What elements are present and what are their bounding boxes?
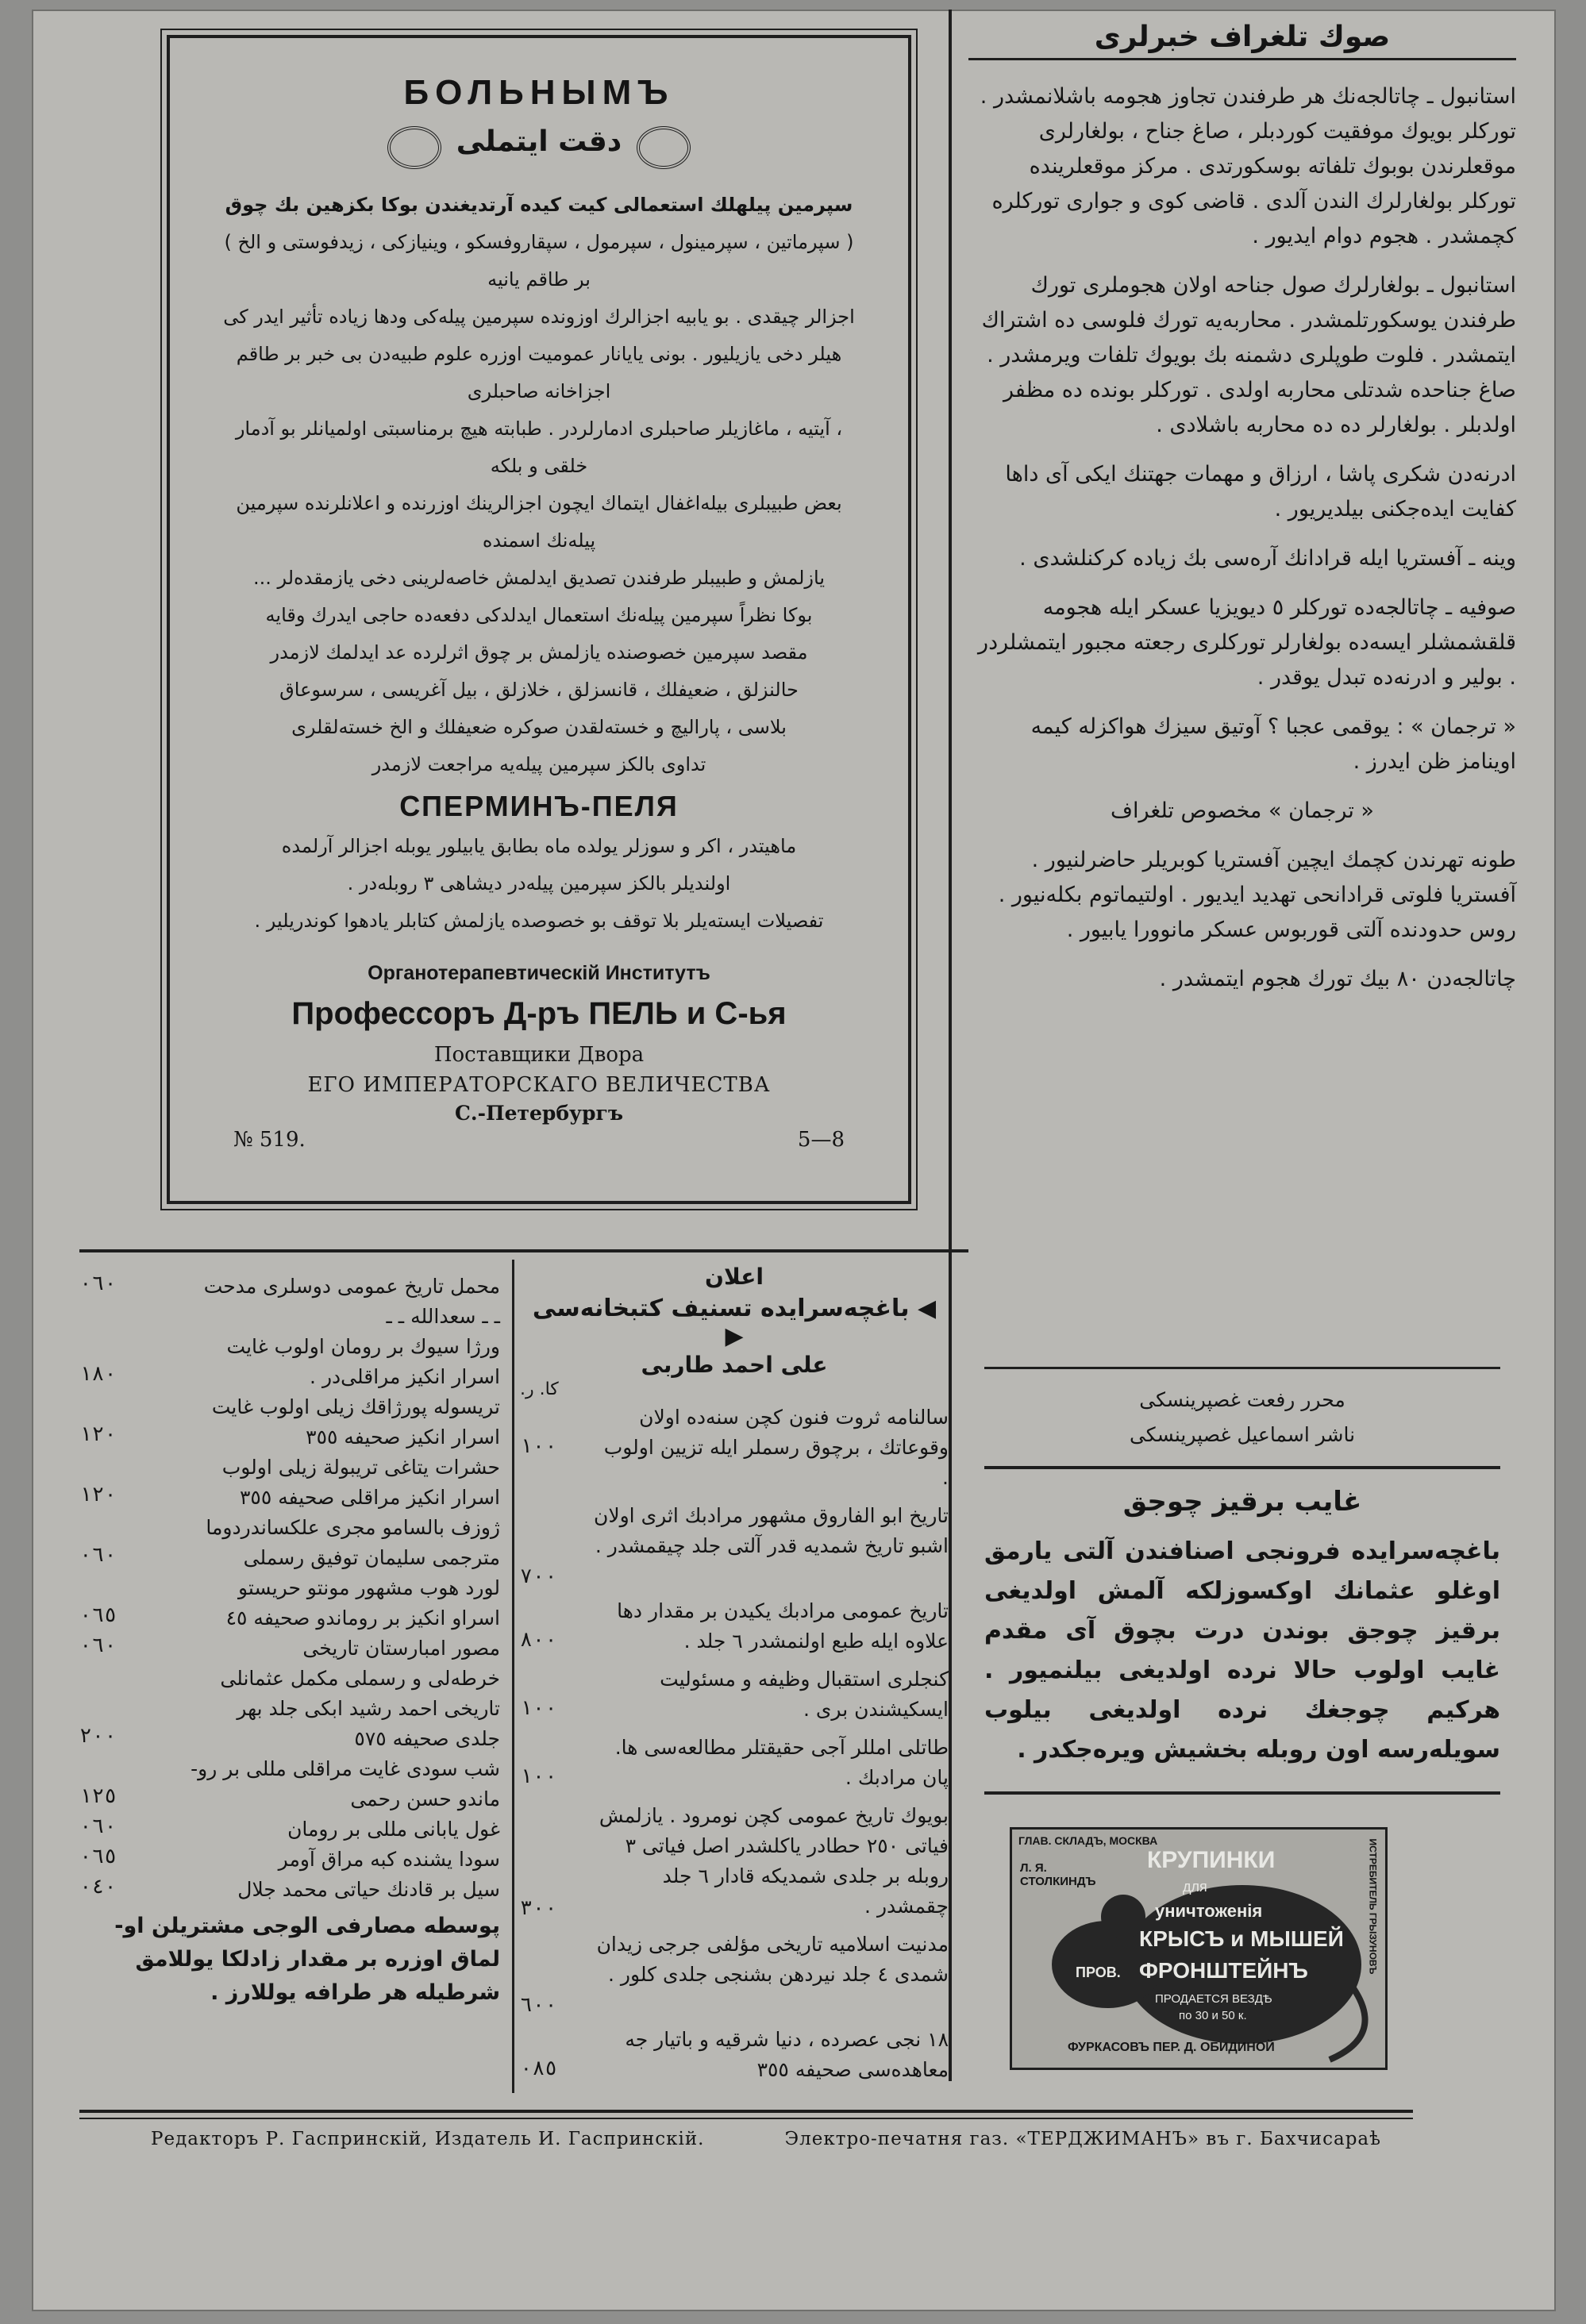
rat-purpose: уничтоженія bbox=[1155, 1901, 1263, 1921]
notice-divider bbox=[984, 1791, 1500, 1795]
arrow-icon: ▶ bbox=[725, 1322, 744, 1350]
spermin-advert bbox=[167, 35, 911, 1204]
item-text: ماندو حسن رحمى bbox=[350, 1787, 500, 1810]
item-text: بويوك تاريخ عمومى كچن نومرود . يازلمش فياتى ٢٥٠ حطادر ياكلشدر اصل فياتى ٣ روبله بر جلدى شمديكه قادار ٦ جلد چقمشدر . bbox=[599, 1804, 949, 1918]
item-text: طاتلى امللر آجى حقيقتلر مطالعه‌سى ها. پان مرادبك . bbox=[614, 1736, 949, 1789]
rat-sold: ПРОДАЕТСЯ ВЕЗДѢ bbox=[1155, 1992, 1272, 2006]
bookshop-name bbox=[520, 1295, 949, 1350]
item-price: ٠٦٥ bbox=[79, 1845, 117, 1868]
advert-issue: 5—8 bbox=[797, 1127, 845, 1152]
book-list-left bbox=[79, 1272, 500, 2010]
list-item bbox=[79, 1392, 500, 1422]
advert-line: ، آيتيه ، ماغازيلر صاحبلرى ادمارلردر . طبابته هيچ برمناسبتى اولميانلر بو آدمار خلقى و بلكه bbox=[235, 417, 843, 477]
footer bbox=[151, 2129, 1381, 2149]
item-price: ٠٤٠ bbox=[79, 1875, 117, 1899]
advert-body bbox=[170, 169, 908, 783]
list-item bbox=[79, 1633, 500, 1664]
advert-line: بعض طبيبلرى بيلەاغفال ايتماك ايچون اجزالرينك اوزرنده و اعلانلرنده سپرمين پيلەنك اسمنده bbox=[236, 491, 842, 552]
bookshop-owner: على احمد طاربى bbox=[641, 1352, 828, 1378]
rat-stamp: ИСТРЕБИТЕЛЬ ГРЫЗУНОВЪ bbox=[1367, 1838, 1379, 1975]
list-item bbox=[79, 1332, 500, 1362]
item-text: حشرات يتاغى تريبولة زيلى اولوب bbox=[221, 1456, 500, 1479]
list-item bbox=[79, 1754, 500, 1784]
advert-line: يازلمش و طبيبلر طرفندن تصديق ايدلمش خاصه‌لرينى دخى يازمقدە‌لر ... bbox=[252, 566, 826, 589]
rat-prov: ПРОВ. bbox=[1076, 1964, 1121, 1980]
list-item bbox=[520, 1596, 949, 1656]
news-paragraph: « ترجمان » مخصوص تلغراف bbox=[1111, 798, 1374, 823]
item-price: ٠٦٠ bbox=[79, 1543, 117, 1567]
rat-top-left: ГЛАВ. СКЛАДЪ, МОСКВА bbox=[1018, 1834, 1158, 1847]
advert-title: БОЛЬНЫМЪ bbox=[403, 73, 675, 112]
list-item bbox=[79, 1483, 500, 1513]
item-price: ١٠٠ bbox=[520, 1434, 557, 1458]
city-line: С.-Петербургъ bbox=[454, 1101, 624, 1125]
rat-product: КРУПИНКИ bbox=[1147, 1847, 1276, 1873]
rat-address: ФУРКАСОВЪ ПЕР. Д. ОБИДИНОЙ bbox=[1068, 2041, 1275, 2054]
list-item bbox=[79, 1724, 500, 1754]
news-column bbox=[968, 21, 1516, 1011]
rat-price: по 30 и 50 к. bbox=[1179, 2009, 1247, 2022]
list-item bbox=[79, 1573, 500, 1603]
list-item bbox=[79, 1784, 500, 1814]
list-item bbox=[79, 1302, 500, 1332]
ornament-icon bbox=[637, 126, 691, 169]
list-item bbox=[520, 1801, 949, 1922]
rat-poison-advert bbox=[1010, 1827, 1388, 2070]
postage-note: پوسطه مصارفى الوجى مشتريلن او- لماق اوزره بر مقدار زادلكا يوللامق شرطيله هر طرافه يوللارز . bbox=[114, 1914, 500, 2005]
editor-line: محرر رفعت غصپرينسكى bbox=[1139, 1388, 1345, 1411]
list-item bbox=[520, 1501, 949, 1588]
list-item bbox=[79, 1543, 500, 1573]
item-text: لورد هوب مشهور مونتو حريستو bbox=[237, 1576, 500, 1599]
footer-rule bbox=[79, 2110, 1413, 2113]
product-name-text: СПЕРМИНЪ-ПЕЛЯ bbox=[399, 789, 679, 822]
item-text: محمل تاريخ عمومى دوسلرى مدحت bbox=[203, 1275, 500, 1298]
footer-printer: Электро-печатня газ. «ТЕРДЖИМАНЪ» въ г. Бахчисараѣ bbox=[784, 2129, 1381, 2149]
rat-target: КРЫСЪ и МЫШЕЙ bbox=[1139, 1926, 1344, 1951]
footer-rule-2 bbox=[79, 2118, 1413, 2119]
item-text: غول يابانى مللى بر رومان bbox=[287, 1818, 500, 1841]
majesty-line: ЕГО ИМПЕРАТОРСКАГО ВЕЛИЧЕСТВА bbox=[307, 1072, 771, 1097]
title-underline bbox=[968, 58, 1516, 60]
item-price: ٣٠٠ bbox=[520, 1896, 557, 1920]
list-item bbox=[79, 1272, 500, 1302]
firm-name: Профессоръ Д-ръ ПЕЛЬ и С-ья bbox=[291, 995, 787, 1031]
advert-line: حالنزلق ، ضعيفلك ، قانسزلق ، خلازلق ، بيل آغريسى ، سرسوعاق bbox=[279, 678, 799, 701]
lost-child-notice bbox=[984, 1486, 1500, 1770]
list-item bbox=[79, 1845, 500, 1875]
item-price: ٢٠٠ bbox=[79, 1724, 117, 1748]
column-divider bbox=[949, 10, 952, 2081]
bookshop-header: اعلان bbox=[705, 1264, 764, 1290]
lost-child-title: غايب برقيز چوجق bbox=[1122, 1486, 1362, 1518]
advert-line: تداوى بالكز سپرمين پيلەيه مراجعت لازمدر bbox=[371, 752, 706, 775]
item-text: شب سودى غايت مراقلى مللى بر رو- bbox=[191, 1757, 500, 1780]
item-text: اسراو انكيز بر روماندو صحيفه ٤٥ bbox=[225, 1606, 500, 1629]
item-price: ٠٦٠ bbox=[79, 1633, 117, 1657]
news-paragraph: چاتالجه‌دن ٨٠ بيك تورك هجوم ايتمشدر . bbox=[1159, 967, 1516, 991]
news-paragraph: صوفيه ـ چاتالجه‌ده توركلر ٥ ديويزيا عسكر ايله هجومه قلقشمشلر ايسه‌ده بولغارلر توركلرى رجعته مجبور ايتمشلردر . بولير و ادرنه‌ده تبدل يوقدر . bbox=[978, 595, 1516, 690]
item-price: ١٠٠ bbox=[520, 1764, 557, 1788]
lost-child-body: باغچه‌سرايده فرونجى اصنافندن آلتى يارمق اوغلو عثمانك اوكسوزلكه آلمش اولديغى برقيز چوجق بوندن درت بچوق آى مقدم غايب اولوب حالا نرده اولديغى بيلنميور . هركيم چوجغك نرده اولديغى بيلوب سويلەرسه اون روبله بخشيش ويره‌جكدر . bbox=[984, 1537, 1500, 1764]
item-text: ژوزف بالسامو مجرى علكساندردوما bbox=[206, 1516, 500, 1539]
bookshop-advert bbox=[520, 1264, 949, 2093]
item-text: تريسوله پورژاقك زيلى اولوب غايت bbox=[211, 1395, 500, 1418]
item-text: مدنيت اسلاميه تاريخى مؤلفى جرجى زيدان شمدى ٤ جلد نيردهن بشنجى جلدى كلور . bbox=[596, 1933, 949, 1986]
advert-line: هيلر دخى يازيليور . بونى يايانار عموميت اوزره علوم طبيه‌دن بى خبر بر طاقم اجزاخانه صاحبلرى bbox=[236, 342, 842, 402]
newspaper-page bbox=[32, 10, 1556, 2311]
news-paragraph: استانبول ـ بولغارلرك صول جناحه اولان هجوملرى تورك طرفندن يوسكورتلمشدر . محاربه‌يه تورك فلوسى ده اشتراك ايتمشدر . فلوت طوپلرى دشمنه بك بويوك تلفات ويرمشدر . صاغ جناحده شدتلى محاربه اولدى . توركلر بونده ده مظفر اولدبلر . بولغارلر ده ده محاربه باشلادى . bbox=[981, 273, 1516, 437]
section-divider bbox=[79, 1249, 968, 1252]
bookshop-currency: كا. ر. bbox=[520, 1379, 559, 1399]
item-text: ـ ـ سعدالله ـ ـ bbox=[386, 1305, 500, 1328]
item-text: سيل بر قادنك حياتى محمد جلال bbox=[237, 1878, 500, 1901]
list-item bbox=[520, 1733, 949, 1793]
item-price: ٦٠٠ bbox=[520, 1993, 557, 2017]
advert-line: ماهيتدر ، اكر و سوزلر يولده ماه بطابق يابيلور يوبله اجزالر آرلمده bbox=[281, 834, 797, 857]
advert-subtitle bbox=[170, 125, 908, 169]
advert-line: مقصد سپرمين خصوصنده يازلمش بر چوق اثرلرده عد ايدلمك لازمدر bbox=[270, 641, 808, 664]
institute-line: Органотерапевтическій Институтъ bbox=[368, 961, 710, 984]
advert-body-2 bbox=[170, 823, 908, 940]
list-item bbox=[79, 1513, 500, 1543]
list-item bbox=[520, 1402, 949, 1493]
item-text: اسرار انكيز صحيفه ٣٥٥ bbox=[306, 1426, 500, 1449]
advert-footer bbox=[170, 1128, 908, 1152]
list-item bbox=[520, 1930, 949, 2017]
bookshop-list bbox=[520, 1402, 949, 2085]
item-text: اسرار انكيز مراقلى صحيفه ٣٥٥ bbox=[240, 1486, 500, 1509]
item-price: ٠٦٠ bbox=[79, 1814, 117, 1838]
advert-line: بوكا نظراً سپرمين پيلەنك استعمال ايدلدكى دفعه‌ده حاجى ايدرك وقايه bbox=[265, 603, 813, 626]
advert-line: سپرمين پيلهلك استعمالى كيت كيده آرتديغندن بوكا بكزهين بك چوق bbox=[225, 193, 853, 216]
item-text: ١٨ نجى عصرده ، دنيا شرقيه و باتيار جه معاهده‌سى صحيفه ٣٥٥ bbox=[625, 2028, 949, 2081]
news-divider bbox=[984, 1367, 1500, 1369]
news-paragraph: وينه ـ آفستريا ايله قرادانك آره‌سى بك زياده كركنلشدى . bbox=[1019, 546, 1516, 571]
item-text: جلدى صحيفه ٥٧٥ bbox=[354, 1727, 500, 1750]
item-price: ٠٦٠ bbox=[79, 1272, 117, 1295]
list-item bbox=[79, 1452, 500, 1483]
bookshop-left-border bbox=[512, 1260, 514, 2093]
advert-number: № 519. bbox=[233, 1127, 306, 1152]
advert-subtitle-text: دقت ايتملى bbox=[456, 125, 622, 158]
item-price: ٠٦٥ bbox=[79, 1603, 117, 1627]
item-text: اسرار انكيز مراقلى‌در . bbox=[310, 1365, 500, 1388]
item-price: ١٢٥ bbox=[79, 1784, 117, 1808]
list-item bbox=[79, 1694, 500, 1724]
publisher-line: ناشر اسماعيل غصپرينسكى bbox=[1129, 1423, 1356, 1446]
item-text: سالنامه ثروت فنون كچن سنه‌ده اولان وقوعاتك ، برچوق رسملر ايله تزيين اولوب . bbox=[603, 1406, 949, 1489]
list-item bbox=[79, 1422, 500, 1452]
advert-line: اجزالر چيقدى . بو يابيه اجزالرك اوزونده سپرمين پيلەكى ودها زياده تأثير ايدر كى bbox=[223, 305, 855, 328]
advert-line: تفصيلات ايستەيلر بلا توقف بو خصوصده يازلمش كتابلر يادهوا كوندريلير . bbox=[254, 909, 824, 932]
advert-line: اولنديلر بالكز سپرمين پيلەدر ديشاهى ٣ روبلەدر . bbox=[347, 872, 731, 895]
product-name bbox=[170, 790, 908, 823]
item-price: ٠٨٥ bbox=[520, 2057, 557, 2080]
item-text: تاريخ عمومى مرادبك يكيدن بر مقدار دها علاوه ايله طبع اولنمشدر ٦ جلد . bbox=[617, 1599, 949, 1653]
item-price: ٨٠٠ bbox=[520, 1628, 557, 1652]
footer-editor: Редакторъ Р. Гаспринскій, Издатель И. Гаспринскій. bbox=[151, 2129, 705, 2149]
supplier-line: Поставщики Двора bbox=[433, 1042, 645, 1067]
news-paragraph: « ترجمان » : يوقمى عجبا ؟ آوتيق سيزك هواكزله كيمه اوينامز ظن ايدرز . bbox=[1030, 714, 1516, 774]
list-item bbox=[520, 2025, 949, 2085]
item-text: سودا يشنده كبه مراق آومر bbox=[278, 1848, 500, 1871]
item-text: تاريخ ابو الفاروق مشهور مرادبك اثرى اولان اشبو تاريخ شمديه قدر آلتى جلد چيقمشدر . bbox=[593, 1504, 949, 1557]
rat-for: для bbox=[1183, 1879, 1207, 1895]
credits-divider bbox=[984, 1466, 1500, 1469]
list-item bbox=[79, 1875, 500, 1905]
news-credits bbox=[984, 1383, 1500, 1452]
item-text: تاريخى احمد رشيد ابكى جلد بهر bbox=[237, 1697, 500, 1720]
list-item bbox=[79, 1814, 500, 1845]
item-text: مترجمى سليمان توفيق رسملى bbox=[243, 1546, 500, 1569]
item-price: ٧٠٠ bbox=[520, 1564, 557, 1588]
advert-line: ( سپرماتين ، سپرمينول ، سپرمول ، سپقاروفسكو ، وينيازكى ، زيدفوستى و الخ ) بر طاقم يانيه bbox=[224, 230, 854, 290]
list-item bbox=[79, 1603, 500, 1633]
news-title: صوك تلغراف خبرلرى bbox=[1094, 21, 1391, 53]
news-paragraph: استانبول ـ چاتالجه‌نك هر طرفندن تجاوز هجومه باشلانمشدر . توركلر بويوك موفقيت كوردبلر ، صاغ جناح ، بولغارلرى موقعلرندن بوبوك تلفاته بوسكورتدى . مركز موقعلرينده توركلر بولغارلرك الندن آلدى . قاضى كوى و جوارى توركلره كچمشدر . هجوم دوام ايديور . bbox=[980, 84, 1516, 248]
item-price: ١٢٠ bbox=[79, 1483, 117, 1506]
bookshop-name-text: باغچه‌سرايده تسنيف كتبخانه‌سى bbox=[532, 1295, 910, 1322]
list-item bbox=[79, 1664, 500, 1694]
item-text: مصور امبارستان تاريخى bbox=[302, 1637, 500, 1660]
advert-line: بلاسى ، پارالیچ و خسته‌لقدن صوكره ضعيفلك و الخ خسته‌لقلرى bbox=[291, 715, 787, 738]
item-price: ١٠٠ bbox=[520, 1696, 557, 1720]
arrow-icon: ◀ bbox=[918, 1295, 937, 1322]
rat-maker: ФРОНШТЕЙНЪ bbox=[1139, 1958, 1308, 1983]
ornament-icon bbox=[387, 126, 441, 169]
news-paragraph: ادرنه‌دن شكرى پاشا ، ارزاق و مهمات جهتنك ايكى آى داها كفايت ايده‌جكنى بيلديريور . bbox=[1005, 462, 1516, 521]
item-text: ورژا سيوك بر رومان اولوب غايت bbox=[226, 1335, 500, 1358]
list-item bbox=[79, 1362, 500, 1392]
news-paragraph: طونه تهرندن كچمك ايچين آفستريا كوبريلر حاضرلنيور . آفستريا فلوتى قرادانحى تهديد ايديور . اولتيماتوم بكلەنيور . روس حدودنده آلتى قوربوس عسكر مانوورا يابيور . bbox=[998, 848, 1516, 942]
item-text: كنجلرى استقبال وظيفه و مسئوليت ايسكيشندن برى . bbox=[660, 1668, 949, 1721]
list-item bbox=[520, 1664, 949, 1725]
item-price: ١٨٠ bbox=[79, 1362, 117, 1386]
item-text: خرطه‌لى و رسملى مكمل عثمانلى bbox=[220, 1667, 500, 1690]
rat-vendor: Л. Я. СТОЛКИНДЪ bbox=[1020, 1861, 1096, 1888]
item-price: ١٢٠ bbox=[79, 1422, 117, 1446]
